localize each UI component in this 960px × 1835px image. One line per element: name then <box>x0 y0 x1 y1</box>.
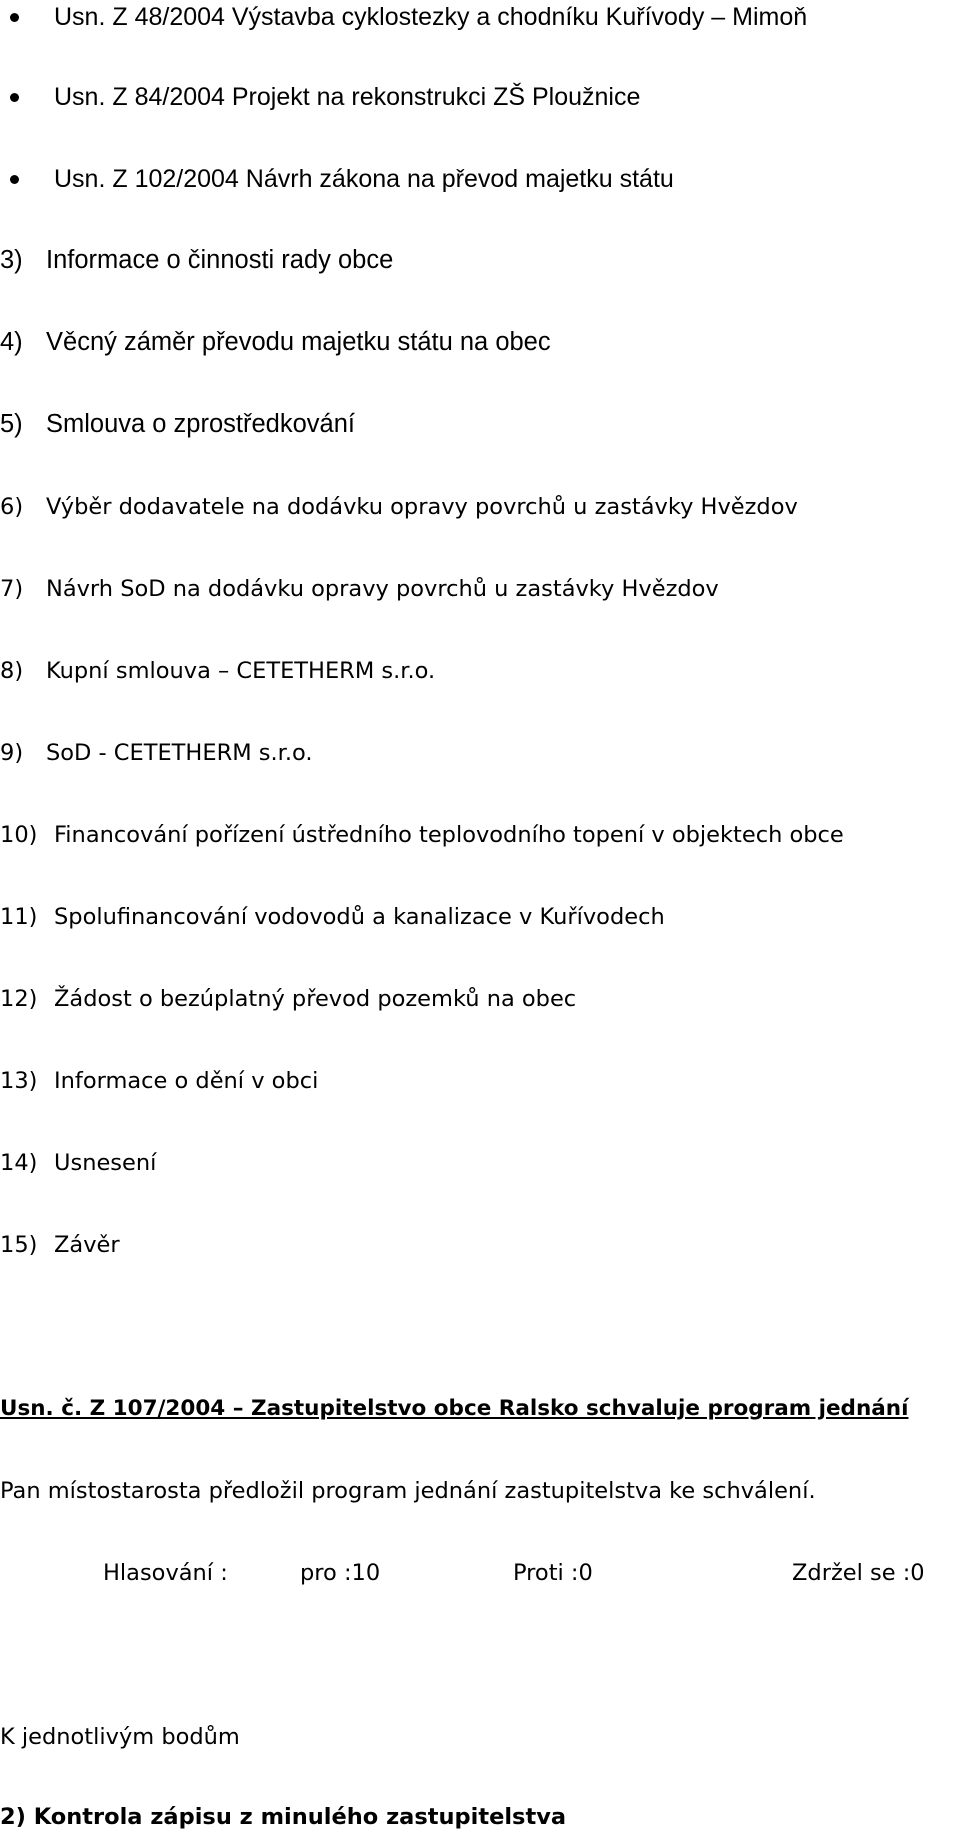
agenda-item-number: 10) <box>0 822 38 848</box>
agenda-item-text: Věcný záměr převodu majetku státu na obec <box>46 328 551 356</box>
agenda-item-number: 8) <box>0 658 24 684</box>
agenda-item-number: 5) <box>0 410 23 438</box>
vote-label: Hlasování : <box>103 1560 228 1586</box>
agenda-item-number: 13) <box>0 1068 38 1094</box>
agenda-item <box>0 654 435 688</box>
agenda-item-number: 14) <box>0 1150 38 1176</box>
agenda-item-number: 11) <box>0 904 38 930</box>
agenda-item <box>0 243 393 277</box>
bullet-icon <box>10 13 19 22</box>
agenda-item-number: 15) <box>0 1232 38 1258</box>
agenda-item-number: 12) <box>0 986 38 1012</box>
section-heading: 2) Kontrola zápisu z minulého zastupitelstva <box>0 1804 567 1830</box>
resolution-heading: Usn. č. Z 107/2004 – Zastupitelstvo obce Ralsko schvaluje program jednání <box>0 1396 909 1421</box>
bullet-icon <box>10 175 19 184</box>
agenda-item-text: Návrh SoD na dodávku opravy povrchů u zastávky Hvězdov <box>46 576 719 602</box>
section-intro: K jednotlivým bodům <box>0 1724 240 1750</box>
agenda-item-number: 3) <box>0 246 23 274</box>
agenda-item-text: Závěr <box>54 1232 120 1258</box>
resolution-text: Pan místostarosta předložil program jednání zastupitelstva ke schválení. <box>0 1478 816 1504</box>
vote-row <box>0 1556 960 1590</box>
agenda-item <box>0 736 313 770</box>
agenda-item-text: Informace o dění v obci <box>54 1068 319 1094</box>
agenda-item <box>0 325 551 359</box>
list-item-text: Usn. Z 84/2004 Projekt na rekonstrukci ZŠ Ploužnice <box>54 83 641 111</box>
agenda-item-text: SoD - CETETHERM s.r.o. <box>46 740 313 766</box>
agenda-item-text: Výběr dodavatele na dodávku opravy povrchů u zastávky Hvězdov <box>46 494 798 520</box>
agenda-item-text: Kupní smlouva – CETETHERM s.r.o. <box>46 658 436 684</box>
agenda-item <box>0 490 798 524</box>
agenda-item-text: Usnesení <box>54 1150 157 1176</box>
agenda-item <box>0 818 844 852</box>
agenda-item <box>0 900 665 934</box>
agenda-item <box>0 572 719 606</box>
agenda-item <box>0 407 355 441</box>
agenda-item <box>0 982 576 1016</box>
list-item-text: Usn. Z 102/2004 Návrh zákona na převod majetku státu <box>54 165 674 193</box>
agenda-item-text: Informace o činnosti rady obce <box>46 246 394 274</box>
agenda-item-number: 4) <box>0 328 23 356</box>
vote-zdrzel: Zdržel se :0 <box>792 1560 925 1586</box>
agenda-item-text: Financování pořízení ústředního teplovodního topení v objektech obce <box>54 822 844 848</box>
list-item-text: Usn. Z 48/2004 Výstavba cyklostezky a chodníku Kuřívody – Mimoň <box>54 3 808 31</box>
agenda-item-text: Smlouva o zprostředkování <box>46 410 355 438</box>
agenda-item <box>0 1064 318 1098</box>
agenda-item <box>0 1146 156 1180</box>
vote-proti: Proti :0 <box>513 1560 593 1586</box>
agenda-item-number: 9) <box>0 740 24 766</box>
bullet-icon <box>10 93 19 102</box>
agenda-item-number: 6) <box>0 494 24 520</box>
vote-pro: pro :10 <box>300 1560 381 1586</box>
agenda-item-text: Spolufinancování vodovodů a kanalizace v Kuřívodech <box>54 904 665 930</box>
agenda-item-text: Žádost o bezúplatný převod pozemků na obec <box>54 986 577 1012</box>
agenda-item <box>0 1228 120 1262</box>
agenda-item-number: 7) <box>0 576 24 602</box>
